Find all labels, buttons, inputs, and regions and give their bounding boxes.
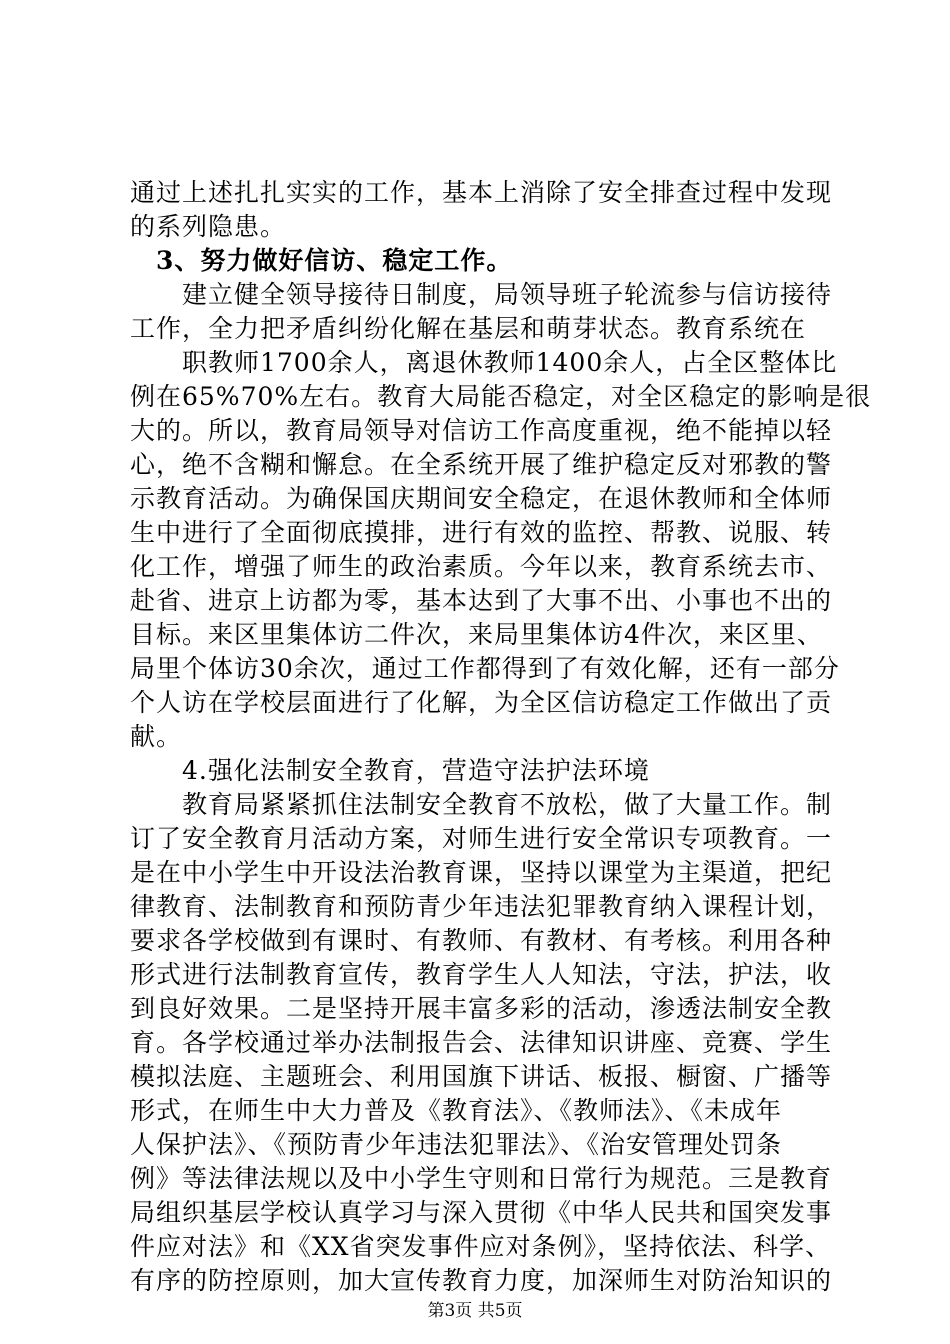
- body-text-line: 大的。所以，教育局领导对信访工作高度重视，绝不能掉以轻: [130, 416, 833, 445]
- body-text-line: 形式，在师生中大力普及《教育法》、《教师法》、《未成年: [130, 1096, 783, 1125]
- body-text-line: 模拟法庭、主题班会、利用国旗下讲话、板报、橱窗、广播等: [130, 1062, 833, 1091]
- body-text-line: 的系列隐患。: [130, 212, 287, 241]
- body-text-line: 要求各学校做到有课时、有教师、有教材、有考核。利用各种: [130, 926, 833, 955]
- body-text-line: 通过上述扎扎实实的工作，基本上消除了安全排查过程中发现: [130, 178, 833, 207]
- body-text-line: 示教育活动。为确保国庆期间安全稳定，在退休教师和全体师: [130, 484, 833, 513]
- body-text-line: 件应对法》和《XX省突发事件应对条例》，坚持依法、科学、: [130, 1232, 832, 1261]
- section-heading-3: 3、努力做好信访、稳定工作。: [130, 246, 513, 275]
- body-text-line: 律教育、法制教育和预防青少年违法犯罪教育纳入课程计划，: [130, 892, 833, 921]
- body-text-line: 例》等法律法规以及中小学生守则和日常行为规范。三是教育: [130, 1164, 833, 1193]
- body-text-line: 工作，全力把矛盾纠纷化解在基层和萌芽状态。教育系统在: [130, 314, 807, 343]
- body-text-line: 是在中小学生中开设法治教育课，坚持以课堂为主渠道，把纪: [130, 858, 833, 887]
- section-heading-4: 4.强化法制安全教育，营造守法护法环境: [130, 756, 650, 785]
- body-text-line: 目标。来区里集体访二件次，来局里集体访4件次，来区里、: [130, 620, 823, 649]
- body-text-line: 局里个体访30余次，通过工作都得到了有效化解，还有一部分: [130, 654, 840, 683]
- body-text-line: 有序的防控原则，加大宣传教育力度，加深师生对防治知识的: [130, 1266, 833, 1295]
- body-text-line: 订了安全教育月活动方案，对师生进行安全常识专项教育。一: [130, 824, 833, 853]
- body-text-line: 献。: [130, 722, 183, 751]
- body-text-line: 到良好效果。二是坚持开展丰富多彩的活动，渗透法制安全教: [130, 994, 833, 1023]
- body-text-line: 生中进行了全面彻底摸排，进行有效的监控、帮教、说服、转: [130, 518, 833, 547]
- body-text-line: 教育局紧紧抓住法制安全教育不放松，做了大量工作。制: [130, 790, 833, 819]
- body-text-line: 化工作，增强了师生的政治素质。今年以来，教育系统去市、: [130, 552, 833, 581]
- body-text-line: 例在65%70%左右。教育大局能否稳定，对全区稳定的影响是很: [130, 382, 872, 411]
- body-text-line: 育。各学校通过举办法制报告会、法律知识讲座、竞赛、学生: [130, 1028, 833, 1057]
- body-text-line: 局组织基层学校认真学习与深入贯彻《中华人民共和国突发事: [130, 1198, 833, 1227]
- body-text-line: 心，绝不含糊和懈怠。在全系统开展了维护稳定反对邪教的警: [130, 450, 833, 479]
- body-text-line: 人保护法》、《预防青少年违法犯罪法》、《治安管理处罚条: [130, 1130, 783, 1159]
- body-text-line: 赴省、进京上访都为零，基本达到了大事不出、小事也不出的: [130, 586, 833, 615]
- body-text-line: 形式进行法制教育宣传，教育学生人人知法，守法，护法，收: [130, 960, 833, 989]
- page-number-footer: 第3页 共5页: [427, 1301, 523, 1321]
- body-text-line: 职教师1700余人，离退休教师1400余人，占全区整体比: [130, 348, 838, 377]
- body-text-line: 建立健全领导接待日制度，局领导班子轮流参与信访接待: [130, 280, 833, 309]
- body-text-line: 个人访在学校层面进行了化解，为全区信访稳定工作做出了贡: [130, 688, 833, 717]
